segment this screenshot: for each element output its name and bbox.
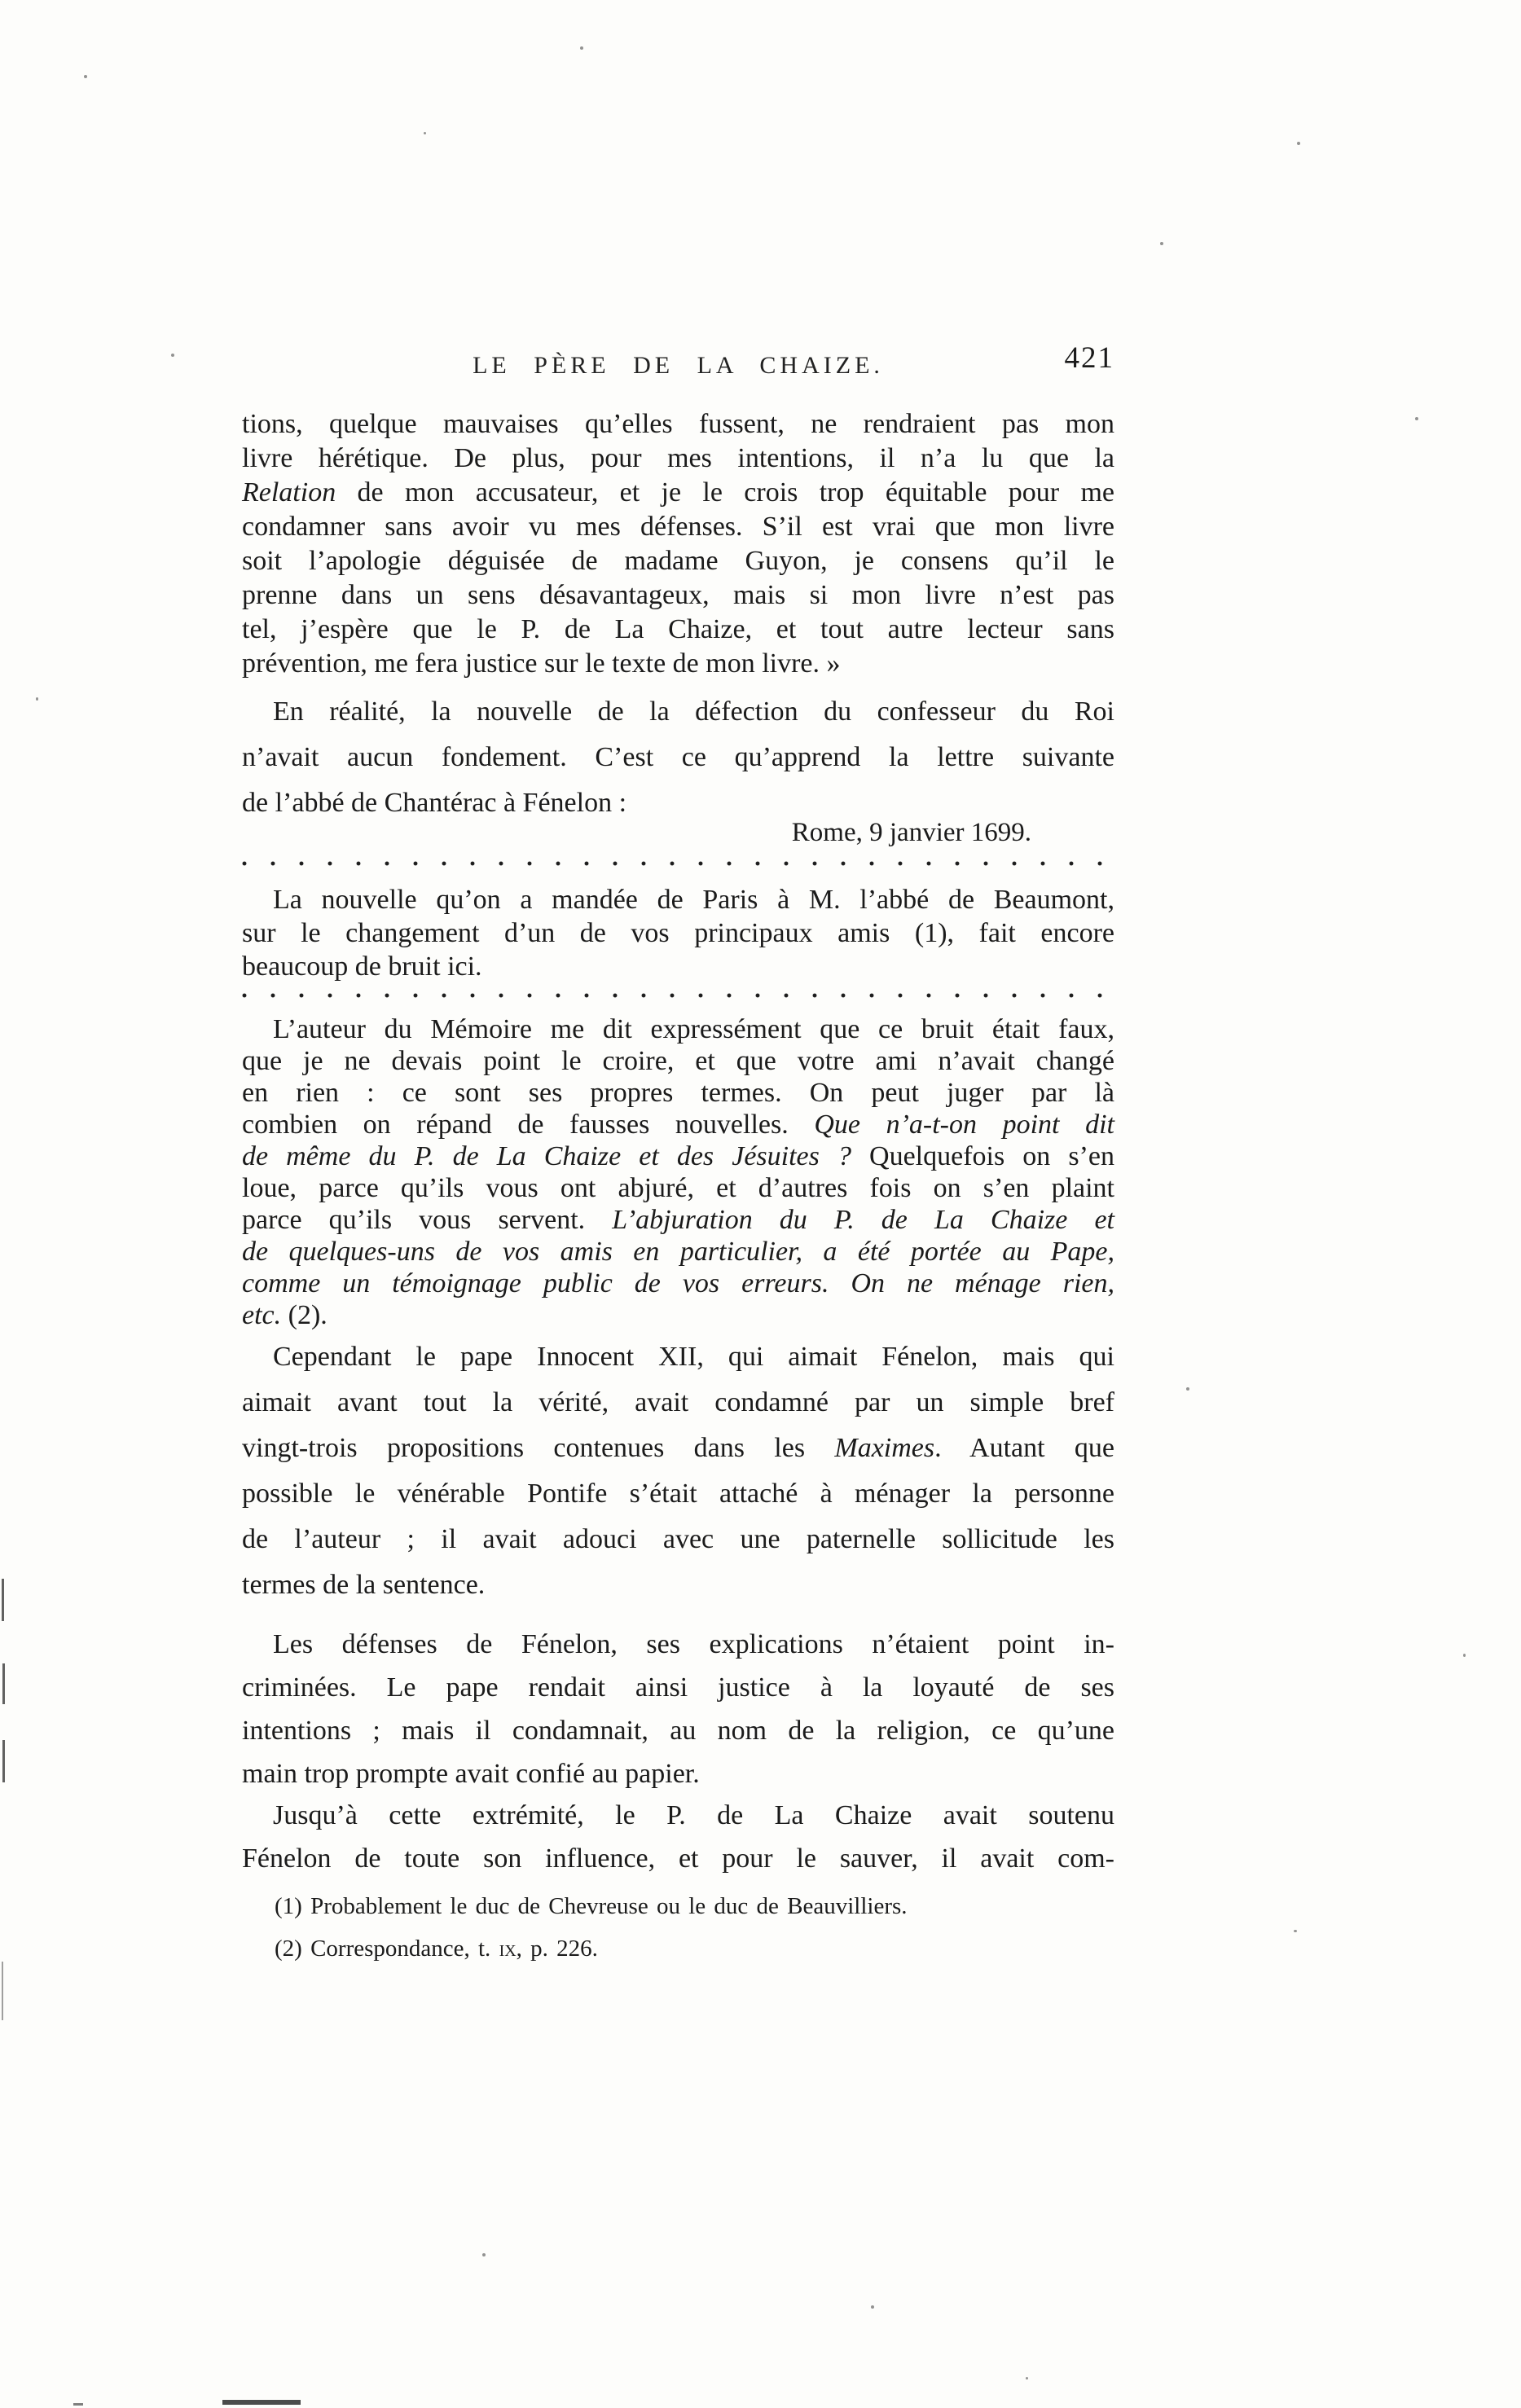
scan-speck xyxy=(36,697,38,701)
scan-artifact-edge-line xyxy=(2,1962,3,2020)
text-line: de même du P. de La Chaize et des Jésuites ? Quelquefois on s’en xyxy=(242,1141,1115,1171)
scan-speck xyxy=(1160,242,1163,245)
text-line: tions, quelque mauvaises qu’elles fussent, ne rendraient pas mon xyxy=(242,409,1114,439)
body-paragraph xyxy=(242,689,1114,826)
text-line: tel, j’espère que le P. de La Chaize, et tout autre lecteur sans xyxy=(242,614,1114,644)
text-line: termes de la sentence. xyxy=(242,1570,486,1600)
text-line: parce qu’ils vous servent. L’abjuration du P. de La Chaize et xyxy=(242,1205,1114,1235)
body-paragraph xyxy=(242,1013,1114,1331)
letter-dateline: Rome, 9 janvier 1699. xyxy=(791,818,1031,847)
text-line: En réalité, la nouvelle de la défection du confesseur du Roi xyxy=(273,696,1114,727)
text-line: de quelques-uns de vos amis en particulier, a été portée au Pape, xyxy=(242,1237,1114,1267)
running-head-title: LE PÈRE DE LA CHAIZE. xyxy=(473,352,884,379)
scan-speck xyxy=(1297,142,1300,145)
text-line: Relation de mon accusateur, et je le crois trop équitable pour me xyxy=(242,477,1114,508)
text-line: Cependant le pape Innocent XII, qui aimait Fénelon, mais qui xyxy=(273,1342,1114,1372)
scan-speck xyxy=(580,46,583,50)
text-line: livre hérétique. De plus, pour mes intentions, il n’a lu que la xyxy=(242,443,1114,473)
text-line: (1) Probablement le duc de Chevreuse ou le duc de Beauvilliers. xyxy=(275,1893,908,1919)
running-head xyxy=(242,341,1114,388)
body-paragraph xyxy=(242,1794,1114,1880)
text-line: de l’auteur ; il avait adouci avec une paternelle sollicitude les xyxy=(242,1524,1114,1554)
text-line: vingt-trois propositions contenues dans les Maximes. Autant que xyxy=(242,1433,1114,1463)
text-line: loue, parce qu’ils vous ont abjuré, et d’autres fois on s’en plaint xyxy=(242,1173,1114,1203)
body-paragraph xyxy=(242,883,1114,983)
body-paragraph xyxy=(242,1623,1114,1795)
text-line: Jusqu’à cette extrémité, le P. de La Chaize avait soutenu xyxy=(273,1800,1114,1830)
text-line: comme un témoignage public de vos erreurs. On ne ménage rien, xyxy=(242,1268,1114,1298)
scan-speck xyxy=(871,2305,874,2309)
footnote xyxy=(242,1892,1114,1921)
text-line: que je ne devais point le croire, et que votre ami n’avait changé xyxy=(242,1046,1114,1076)
text-line: (2) Correspondance, t. ix, p. 226. xyxy=(275,1936,598,1962)
scan-artifact-edge-line xyxy=(2,1740,5,1782)
scan-speck xyxy=(424,132,426,134)
scan-speck xyxy=(1186,1387,1189,1391)
text-line: de l’abbé de Chantérac à Fénelon : xyxy=(242,788,627,818)
text-line: soit l’apologie déguisée de madame Guyon, je consens qu’il le xyxy=(242,546,1114,576)
text-line: Les défenses de Fénelon, ses explications n’étaient point in- xyxy=(273,1629,1114,1659)
text-line: criminées. Le pape rendait ainsi justice à la loyauté de ses xyxy=(242,1672,1114,1703)
text-line: main trop prompte avait confié au papier. xyxy=(242,1759,700,1789)
scan-speck xyxy=(482,2253,486,2256)
text-line: beaucoup de bruit ici. xyxy=(242,951,482,982)
text-line: etc. (2). xyxy=(242,1300,327,1330)
text-line: La nouvelle qu’on a mandée de Paris à M. l’abbé de Beaumont, xyxy=(273,885,1114,915)
text-line: aimait avant tout la vérité, avait condamné par un simple bref xyxy=(242,1387,1114,1417)
ellipsis-separator xyxy=(242,992,1114,999)
text-line: possible le vénérable Pontife s’était attaché à ménager la personne xyxy=(242,1479,1114,1509)
scan-speck xyxy=(84,75,87,78)
text-line: prévention, me fera justice sur le texte de mon livre. » xyxy=(242,648,841,679)
scan-speck xyxy=(1415,417,1418,420)
text-line: sur le changement d’un de vos principaux amis (1), fait encore xyxy=(242,918,1114,948)
footnote xyxy=(242,1934,1114,1963)
scan-speck xyxy=(1463,1654,1466,1657)
text-line: combien on répand de fausses nouvelles. Que n’a-t-on point dit xyxy=(242,1110,1114,1140)
scan-artifact-edge-line xyxy=(2,1579,4,1621)
text-line: prenne dans un sens désavantageux, mais si mon livre n’est pas xyxy=(242,580,1114,610)
scan-speck xyxy=(1026,2377,1028,2379)
page-number: 421 xyxy=(1064,341,1114,375)
text-line: en rien : ce sont ses propres termes. On peut juger par là xyxy=(242,1078,1114,1108)
scan-artifact-edge-line xyxy=(2,1663,5,1704)
text-line: L’auteur du Mémoire me dit expressément que ce bruit était faux, xyxy=(273,1014,1114,1044)
scan-speck xyxy=(171,354,174,357)
text-line: Fénelon de toute son influence, et pour le sauver, il avait com- xyxy=(242,1843,1114,1874)
text-line: n’avait aucun fondement. C’est ce qu’apprend la lettre suivante xyxy=(242,742,1114,772)
scan-artifact-dash xyxy=(222,2400,301,2405)
body-paragraph xyxy=(242,407,1114,681)
scan-artifact-dash xyxy=(73,2403,83,2406)
text-line: condamner sans avoir vu mes défenses. S’il est vrai que mon livre xyxy=(242,512,1114,542)
text-line: intentions ; mais il condamnait, au nom de la religion, ce qu’une xyxy=(242,1716,1114,1746)
scan-speck xyxy=(1294,1930,1297,1932)
body-paragraph xyxy=(242,1334,1114,1608)
ellipsis-separator xyxy=(242,860,1114,867)
